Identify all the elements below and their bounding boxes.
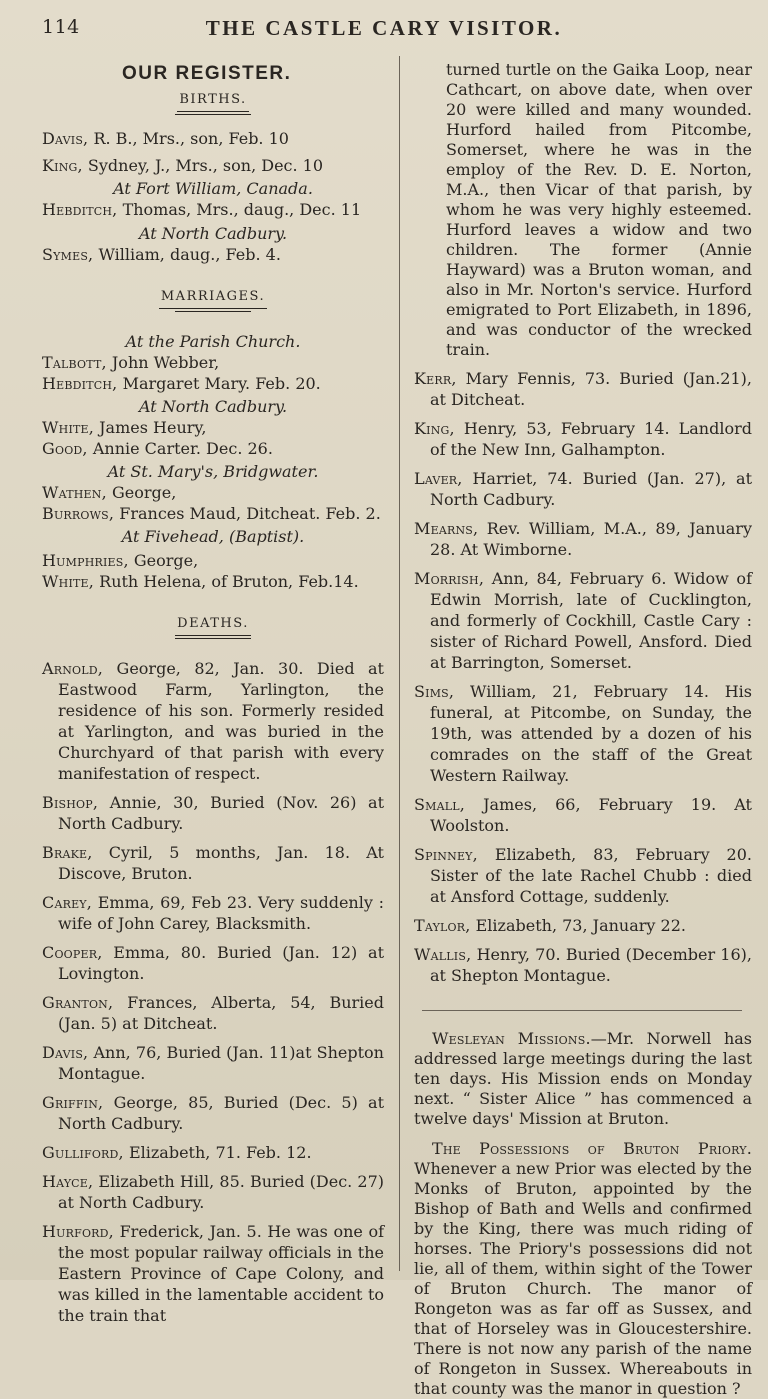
death-entry: Gulliford, Elizabeth, 71. Feb. 12. (42, 1143, 312, 1162)
notice-wesleyan-missions: Wesleyan Missions.—Mr. Norwell has addressed large meetings during the last ten days. His Mission ends on Monday next. “ Sister Alice ” has commenced a twelve days' Mission at Bruton. (414, 1029, 752, 1128)
marriage-line: White, James Heury, (42, 418, 207, 437)
register-title: OUR REGISTER. (122, 63, 292, 84)
marriage-place: At Fivehead, (Baptist). (121, 527, 305, 546)
marriage-line: Hebditch, Margaret Mary. Feb. 20. (42, 374, 321, 393)
marriage-place: At North Cadbury. (138, 397, 288, 416)
death-entry: Laver, Harriet, 74. Buried (Jan. 27), at North Cadbury. (414, 469, 752, 509)
death-entry: Taylor, Elizabeth, 73, January 22. (414, 916, 686, 935)
birth-entry: King, Sydney, J., Mrs., son, Dec. 10 (42, 156, 324, 175)
death-entry: Griffin, George, 85, Buried (Dec. 5) at North Cadbury. (42, 1093, 384, 1133)
deaths-list-right (414, 60, 752, 986)
journal-title: THE CASTLE CARY VISITOR. (205, 16, 563, 40)
marriages-list (42, 331, 384, 592)
death-entry: Carey, Emma, 69, Feb 23. Very suddenly : wife of John Carey, Blacksmith. (42, 893, 384, 933)
births-heading: BIRTHS. (42, 90, 384, 116)
deaths-list-left (42, 658, 384, 1326)
column-divider (399, 56, 400, 1271)
left-column (42, 58, 384, 1326)
death-entry: Small, James, 66, February 19. At Woolston. (414, 795, 752, 835)
births-list (42, 128, 384, 265)
birth-entry: Davis, R. B., Mrs., son, Feb. 10 (42, 129, 289, 148)
marriage-line: Good, Annie Carter. Dec. 26. (42, 439, 273, 458)
death-entry-continuation: turned turtle on the Gaika Loop, near Cathcart, on above date, when over 20 were killed and many wounded. Hurford hailed from Pitcombe, Somerset, where he was in the employ of the Rev. D. E. Norton, M.A., then Vicar of that parish, by whom he was very highly esteemed. Hurford leaves a widow and two children. The former (Annie Hayward) was a Bruton woman, and also in Mr. Norton's service. Hurford emigrated to Port Elizabeth, in 1896, and was conductor of the wrecked train. (446, 60, 752, 359)
death-entry: King, Henry, 53, February 14. Landlord of the New Inn, Galhampton. (414, 419, 752, 459)
right-column (414, 60, 752, 1399)
death-entry: Morrish, Ann, 84, February 6. Widow of Edwin Morrish, late of Cucklington, and formerly of Cockhill, Castle Cary : sister of Richard Powell, Ansford. Died at Barrington, Somerset. (414, 569, 752, 672)
birth-entry: Hebditch, Thomas, Mrs., daug., Dec. 11 (42, 200, 362, 219)
page-number: 114 (42, 16, 80, 38)
death-entry: Hayce, Elizabeth Hill, 85. Buried (Dec. 27) at North Cadbury. (42, 1172, 384, 1212)
death-entry: Hurford, Frederick, Jan. 5. He was one of the most popular railway officials in the Eastern Province of Cape Colony, and was killed in the lamentable accident to the train that (42, 1222, 385, 1325)
death-entry: Bishop, Annie, 30, Buried (Nov. 26) at North Cadbury. (42, 793, 384, 833)
notice-bruton-priory: The Possessions of Bruton Priory. Whenever a new Prior was elected by the Monks of Bruton, appointed by the Bishop of Bath and Wells and confirmed by the King, there was much riding of horses. The Priory's possessions did not lie, all of them, within sight of the Tower of Bruton Church. The manor of Rongeton was as far off as Sussex, and that of Horseley was in Gloucestershire. There is not now any parish of the name of Rongeton in Sussex. Whereabouts in that county was the manor in question ? (414, 1139, 752, 1398)
death-entry: Kerr, Mary Fennis, 73. Buried (Jan.21), at Ditcheat. (414, 369, 752, 409)
marriage-line: Talbott, John Webber, (42, 353, 220, 372)
death-entry: Cooper, Emma, 80. Buried (Jan. 12) at Lovington. (42, 943, 385, 983)
birth-place: At Fort William, Canada. (113, 179, 313, 198)
death-entry: Sims, William, 21, February 14. His funeral, at Pitcombe, on Sunday, the 19th, was attended by a dozen of his comrades on the staff of the Great Western Railway. (414, 682, 753, 785)
death-entry: Davis, Ann, 76, Buried (Jan. 11)at Shepton Montague. (42, 1043, 384, 1083)
section-divider (422, 1010, 742, 1011)
death-entry: Wallis, Henry, 70. Buried (December 16), at Shepton Montague. (414, 945, 752, 985)
death-entry: Granton, Frances, Alberta, 54, Buried (Jan. 5) at Ditcheat. (42, 993, 384, 1033)
marriage-line: White, Ruth Helena, of Bruton, Feb.14. (42, 572, 359, 591)
birth-entry: Symes, William, daug., Feb. 4. (42, 245, 281, 264)
marriages-heading: MARRIAGES. (42, 287, 384, 313)
marriage-line: Burrows, Frances Maud, Ditcheat. Feb. 2. (42, 504, 381, 523)
marriage-place: At St. Mary's, Bridgwater. (107, 462, 319, 481)
marriage-line: Wathen, George, (42, 483, 177, 502)
running-head (0, 10, 768, 44)
marriage-line: Humphries, George, (42, 551, 199, 570)
birth-place: At North Cadbury. (138, 224, 288, 243)
death-entry: Spinney, Elizabeth, 83, February 20. Sister of the late Rachel Chubb : died at Ansford Cottage, suddenly. (414, 845, 752, 906)
death-entry: Arnold, George, 82, Jan. 30. Died at Eastwood Farm, Yarlington, the residence of his son. Formerly resided at Yarlington, and was buried in the Churchyard of that parish with every manifestation of respect. (42, 659, 384, 783)
death-entry: Mearns, Rev. William, M.A., 89, January 28. At Wimborne. (414, 519, 752, 559)
deaths-heading: DEATHS. (42, 614, 384, 640)
death-entry: Brake, Cyril, 5 months, Jan. 18. At Discove, Bruton. (42, 843, 384, 883)
marriage-place: At the Parish Church. (125, 332, 301, 351)
